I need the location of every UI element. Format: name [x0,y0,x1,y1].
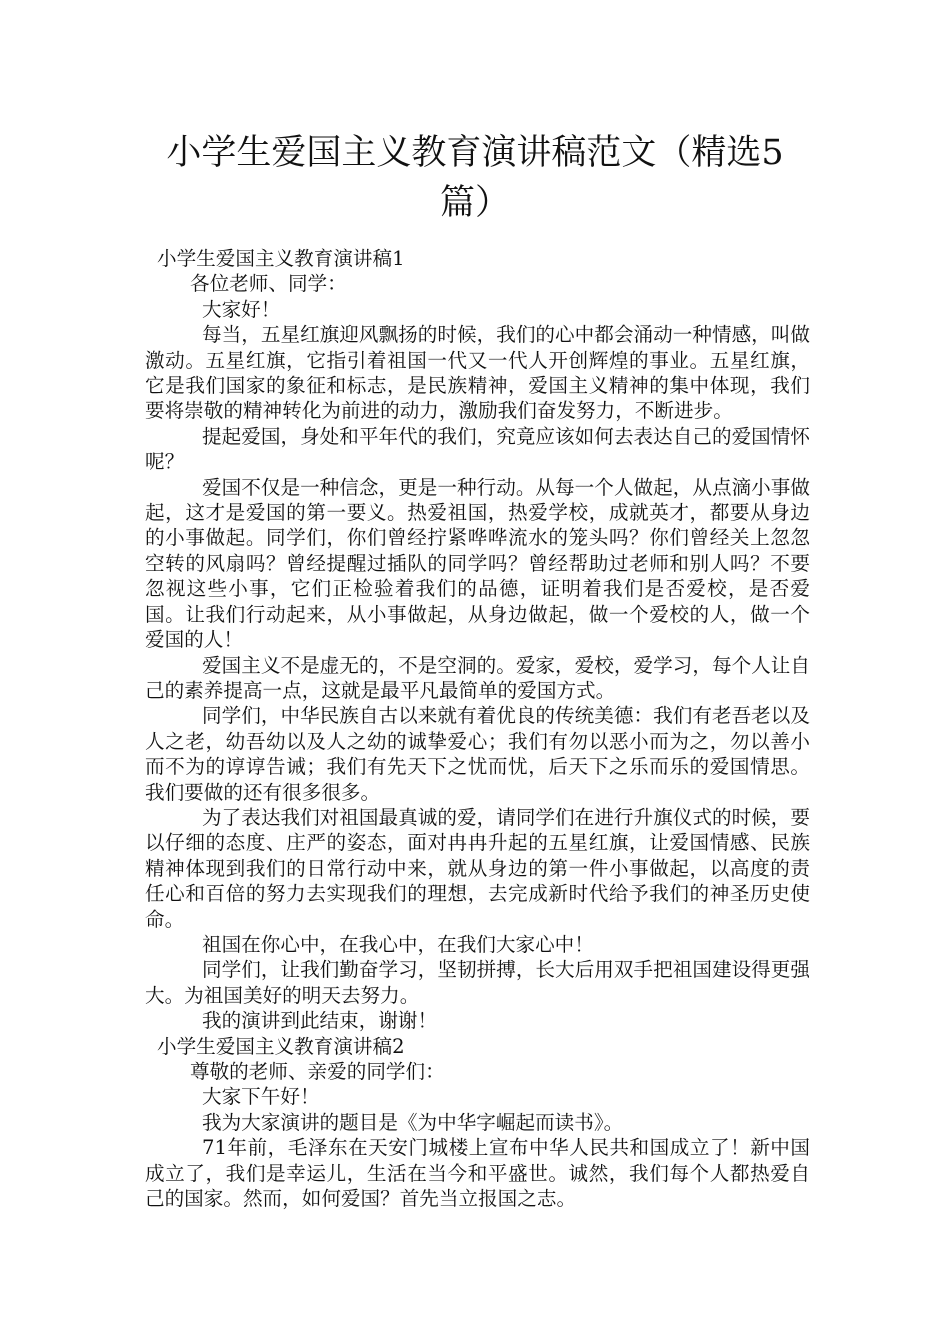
speech-2-paragraph: 我为大家演讲的题目是《为中华字崛起而读书》。 [202,1110,624,1134]
document-title: 小学生爱国主义教育演讲稿范文（精选5篇） [166,133,784,223]
document-body [145,246,810,1211]
speech-1-salutation: 各位老师、同学： [190,272,347,296]
speech-2-salutation: 尊敬的老师、亲爱的同学们： [190,1060,445,1083]
speech-1-paragraph: 每当，五星红旗迎风飘扬的时候，我们的心中都会涌动一种情感，叫做激动。五星红旗，它指引着祖国一代又一代人开创辉煌的事业。五星红旗，它是我们国家的象征和标志，是民族精神，爱国主义精神的集中体现，我们要将崇敬的精神转化为前进的动力，激励我们奋发努力，不断进步。 [145,323,810,423]
speech-2-heading: 小学生爱国主义教育演讲稿2 [157,1034,405,1058]
speech-1-paragraph: 爱国主义不是虚无的，不是空洞的。爱家，爱校，爱学习，每个人让自己的素养提高一点，这就是最平凡最简单的爱国方式。 [145,653,810,702]
speech-1-paragraph: 爱国不仅是一种信念，更是一种行动。从每一个人做起，从点滴小事做起，这才是爱国的第一要义。热爱祖国，热爱学校，成就英才，都要从身边的小事做起。同学们，你们曾经拧紧哗哗流水的笼头吗？你们曾经关上忽忽空转的风扇吗？曾经提醒过插队的同学吗？曾经帮助过老师和别人吗？不要忽视这些小事，它们正检验着我们的品德，证明着我们是否爱校，是否爱国。让我们行动起来，从小事做起，从身边做起，做一个爱校的人，做一个爱国的人！ [145,475,810,652]
speech-2-paragraph: 71年前，毛泽东在天安门城楼上宣布中华人民共和国成立了！新中国成立了，我们是幸运儿，生活在当今和平盛世。诚然，我们每个人都热爱自己的国家。然而，如何爱国？首先当立报国之志。 [145,1136,810,1211]
speech-1-heading: 小学生爱国主义教育演讲稿1 [157,247,405,270]
speech-1-paragraph: 祖国在你心中，在我心中，在我们大家心中！ [202,932,594,956]
speech-1-greeting: 大家好！ [202,297,281,321]
speech-1-paragraph: 为了表达我们对祖国最真诚的爱，请同学们在进行升旗仪式的时候，要以仔细的态度、庄严的姿态，面对冉冉升起的五星红旗，让爱国情感、民族精神体现到我们的日常行动中来，就从身边的第一件小事做起，以高度的责任心和百倍的努力去实现我们的理想，去完成新时代给予我们的神圣历史使命。 [145,805,810,931]
speech-1-paragraph: 我的演讲到此结束，谢谢！ [202,1009,438,1033]
speech-1-paragraph: 同学们，中华民族自古以来就有着优良的传统美德：我们有老吾老以及人之老，幼吾幼以及人之幼的诚挚爱心；我们有勿以恶小而为之，勿以善小而不为的谆谆告诫；我们有先天下之忧而忧，后天下之乐而乐的爱国情思。我们要做的还有很多很多。 [145,704,810,804]
speech-2-greeting: 大家下午好！ [202,1085,320,1109]
speech-1-paragraph: 提起爱国，身处和平年代的我们，究竟应该如何去表达自己的爱国情怀呢？ [145,424,810,474]
speech-1-paragraph: 同学们，让我们勤奋学习，坚韧拼搏，长大后用双手把祖国建设得更强大。为祖国美好的明天去努力。 [145,958,810,1007]
